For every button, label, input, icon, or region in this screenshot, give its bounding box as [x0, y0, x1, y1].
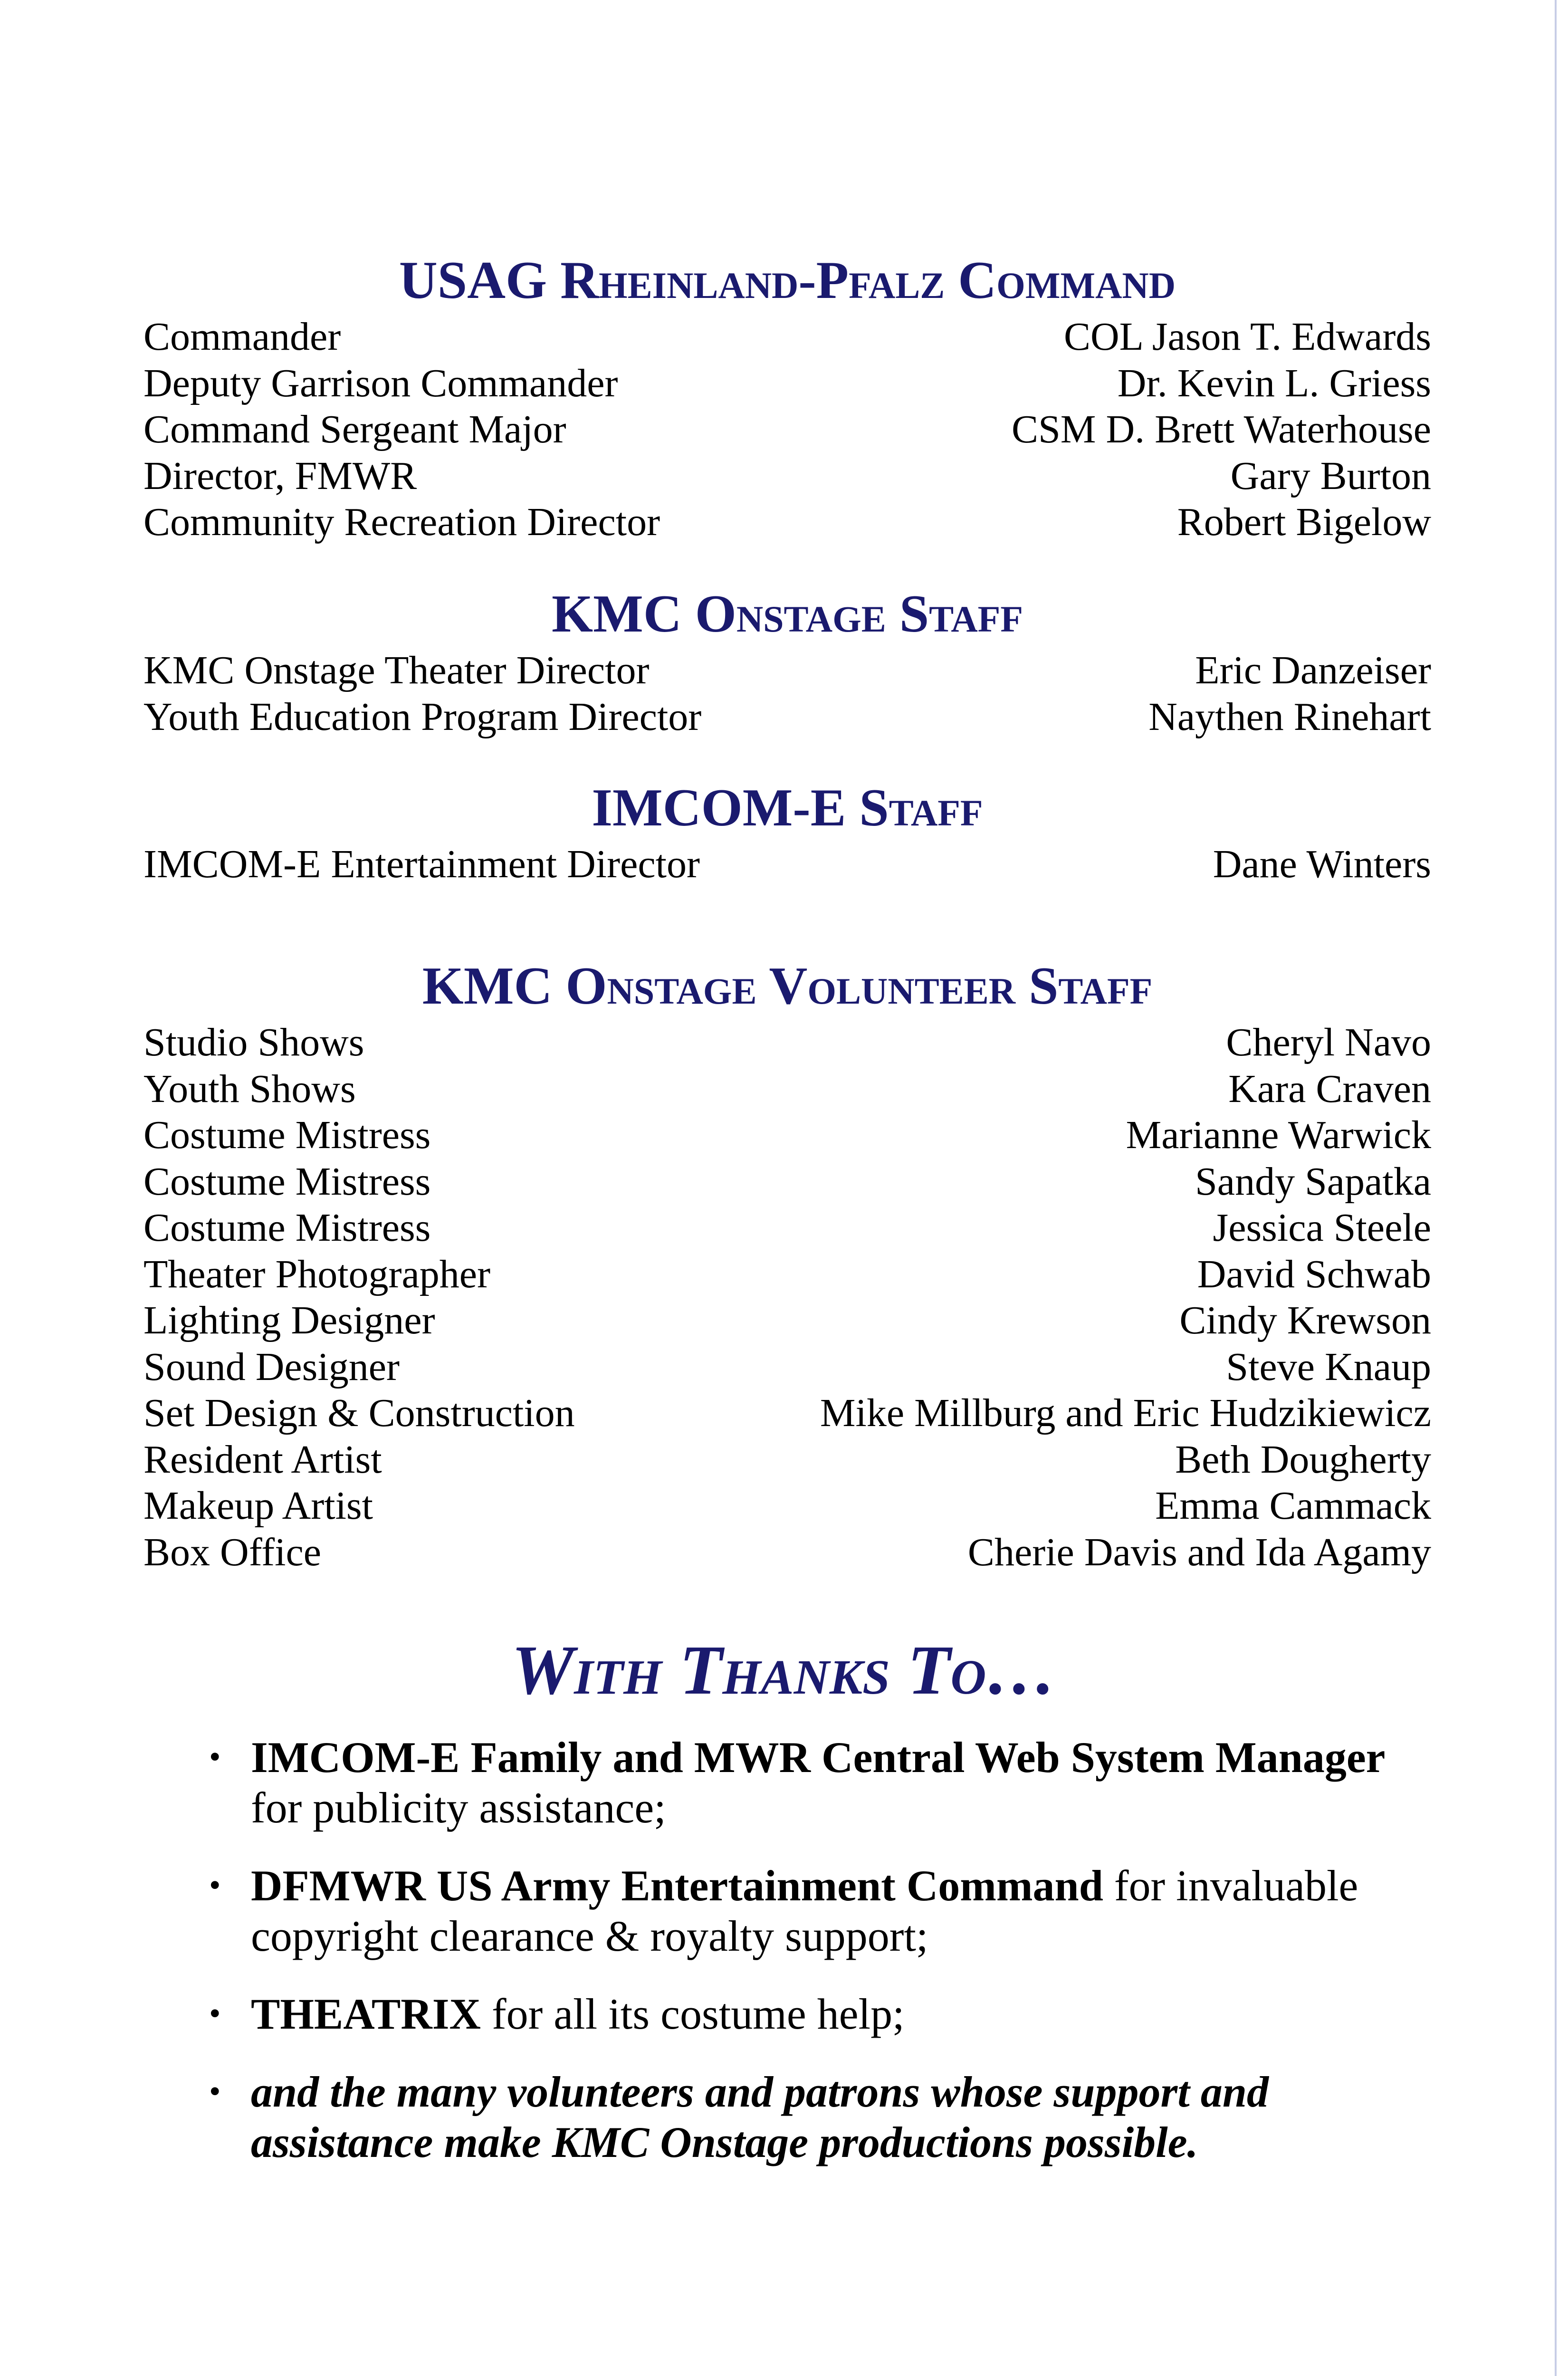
credit-name: Mike Millburg and Eric Hudzikiewicz: [820, 1391, 1431, 1435]
credit-role: Lighting Designer: [143, 1298, 435, 1342]
heading-text: KMC Onstage Staff: [552, 584, 1023, 643]
credit-name: Dr. Kevin L. Griess: [1117, 361, 1431, 405]
credit-role: Theater Photographer: [143, 1252, 491, 1296]
credit-name: Sandy Sapatka: [1195, 1159, 1431, 1204]
credit-role: Community Recreation Director: [143, 500, 660, 544]
bullet-icon: •: [209, 1995, 221, 2032]
credit-role: Set Design & Construction: [143, 1391, 575, 1435]
credit-row: [143, 360, 1431, 407]
bullet-icon: •: [209, 2073, 221, 2110]
credit-row: [143, 1390, 1431, 1437]
credit-name: COL Jason T. Edwards: [1063, 315, 1431, 359]
section-heading: [143, 581, 1431, 647]
credit-row: [143, 1344, 1431, 1390]
credit-role: Makeup Artist: [143, 1484, 373, 1528]
credit-name: Gary Burton: [1230, 453, 1431, 498]
credit-role: Youth Education Program Director: [143, 694, 702, 739]
credit-name: Cheryl Navo: [1226, 1020, 1431, 1064]
credit-name: Jessica Steele: [1213, 1206, 1431, 1250]
page-edge-line: [1555, 0, 1557, 2376]
credit-row: [143, 694, 1431, 740]
kmc-onstage-staff-section: [143, 581, 1431, 740]
credit-row: [143, 406, 1431, 453]
credit-row: [143, 499, 1431, 546]
credit-row: [143, 1112, 1431, 1159]
thanks-item-bold: DFMWR US Army Entertainment Command: [251, 1861, 1103, 1910]
credit-role: Deputy Garrison Commander: [143, 361, 618, 405]
volunteer-staff-section: [143, 953, 1431, 1575]
credit-row: [143, 1483, 1431, 1529]
thanks-item: [209, 1989, 1397, 2039]
credit-name: Kara Craven: [1228, 1066, 1431, 1111]
credit-row: [143, 1437, 1431, 1483]
credits-list: [143, 1019, 1431, 1575]
credit-name: David Schwab: [1197, 1252, 1431, 1296]
bullet-icon: •: [209, 1867, 221, 1904]
section-heading: [143, 775, 1431, 841]
credit-name: Steve Knaup: [1226, 1344, 1431, 1389]
credit-name: Beth Dougherty: [1175, 1437, 1431, 1482]
credit-role: Sound Designer: [143, 1344, 400, 1389]
credit-role: Costume Mistress: [143, 1113, 431, 1157]
thanks-item: [209, 2067, 1397, 2167]
credit-role: Commander: [143, 315, 341, 359]
credits-list: [143, 314, 1431, 546]
thanks-heading: With Thanks To…: [511, 1631, 1057, 1709]
credits-list: [143, 647, 1431, 740]
heading-text: USAG Rheinland-Pfalz Command: [399, 251, 1176, 310]
heading-text: KMC Onstage Volunteer Staff: [422, 957, 1153, 1016]
credit-role: KMC Onstage Theater Director: [143, 648, 650, 692]
thanks-item-text: for all its costume help;: [480, 1990, 905, 2038]
thanks-item-text: for invaluable copyright clearance & royalty support;: [251, 1861, 1358, 1960]
credit-row: [143, 1019, 1431, 1066]
credit-name: Robert Bigelow: [1177, 500, 1431, 544]
thanks-item-bold: IMCOM-E Family and MWR Central Web System Manager: [251, 1733, 1386, 1782]
credit-row: [143, 1251, 1431, 1298]
thanks-item-italic: and the many volunteers and patrons whose support and assistance make KMC Onstage productions possible.: [251, 2068, 1269, 2166]
credit-row: [143, 841, 1431, 888]
thanks-item: [209, 1860, 1397, 1961]
thanks-item: [209, 1732, 1397, 1833]
credit-role: Director, FMWR: [143, 453, 417, 498]
usag-command-section: [143, 247, 1431, 546]
imcom-e-staff-section: [143, 775, 1431, 888]
credit-name: Cherie Davis and Ida Agamy: [967, 1530, 1431, 1574]
credit-role: Youth Shows: [143, 1066, 356, 1111]
credit-name: Eric Danzeiser: [1195, 648, 1431, 692]
credit-name: Emma Cammack: [1155, 1484, 1431, 1528]
credit-name: CSM D. Brett Waterhouse: [1012, 407, 1431, 451]
credit-name: Cindy Krewson: [1179, 1298, 1431, 1342]
bullet-icon: •: [209, 1739, 221, 1775]
credit-row: [143, 314, 1431, 360]
credit-name: Naythen Rinehart: [1148, 694, 1431, 739]
credit-role: Studio Shows: [143, 1020, 364, 1064]
credit-role: Command Sergeant Major: [143, 407, 566, 451]
heading-text: IMCOM-E Staff: [592, 778, 983, 837]
credit-role: Resident Artist: [143, 1437, 382, 1482]
credit-row: [143, 453, 1431, 499]
credit-row: [143, 1529, 1431, 1576]
thanks-item-bold: THEATRIX: [251, 1990, 481, 2038]
credit-role: Box Office: [143, 1530, 322, 1574]
credit-name: Marianne Warwick: [1126, 1113, 1431, 1157]
thanks-item-text: for publicity assistance;: [251, 1783, 666, 1832]
credit-name: Dane Winters: [1213, 842, 1431, 886]
section-heading: [143, 953, 1431, 1019]
section-heading: [143, 247, 1431, 314]
credit-role: Costume Mistress: [143, 1206, 431, 1250]
credit-row: [143, 1159, 1431, 1205]
credit-role: IMCOM-E Entertainment Director: [143, 842, 700, 886]
credit-row: [143, 647, 1431, 694]
credit-row: [143, 1066, 1431, 1112]
credits-list: [143, 841, 1431, 888]
credit-row: [143, 1297, 1431, 1344]
credit-row: [143, 1205, 1431, 1251]
credit-role: Costume Mistress: [143, 1159, 431, 1204]
thanks-list: [209, 1732, 1397, 2195]
